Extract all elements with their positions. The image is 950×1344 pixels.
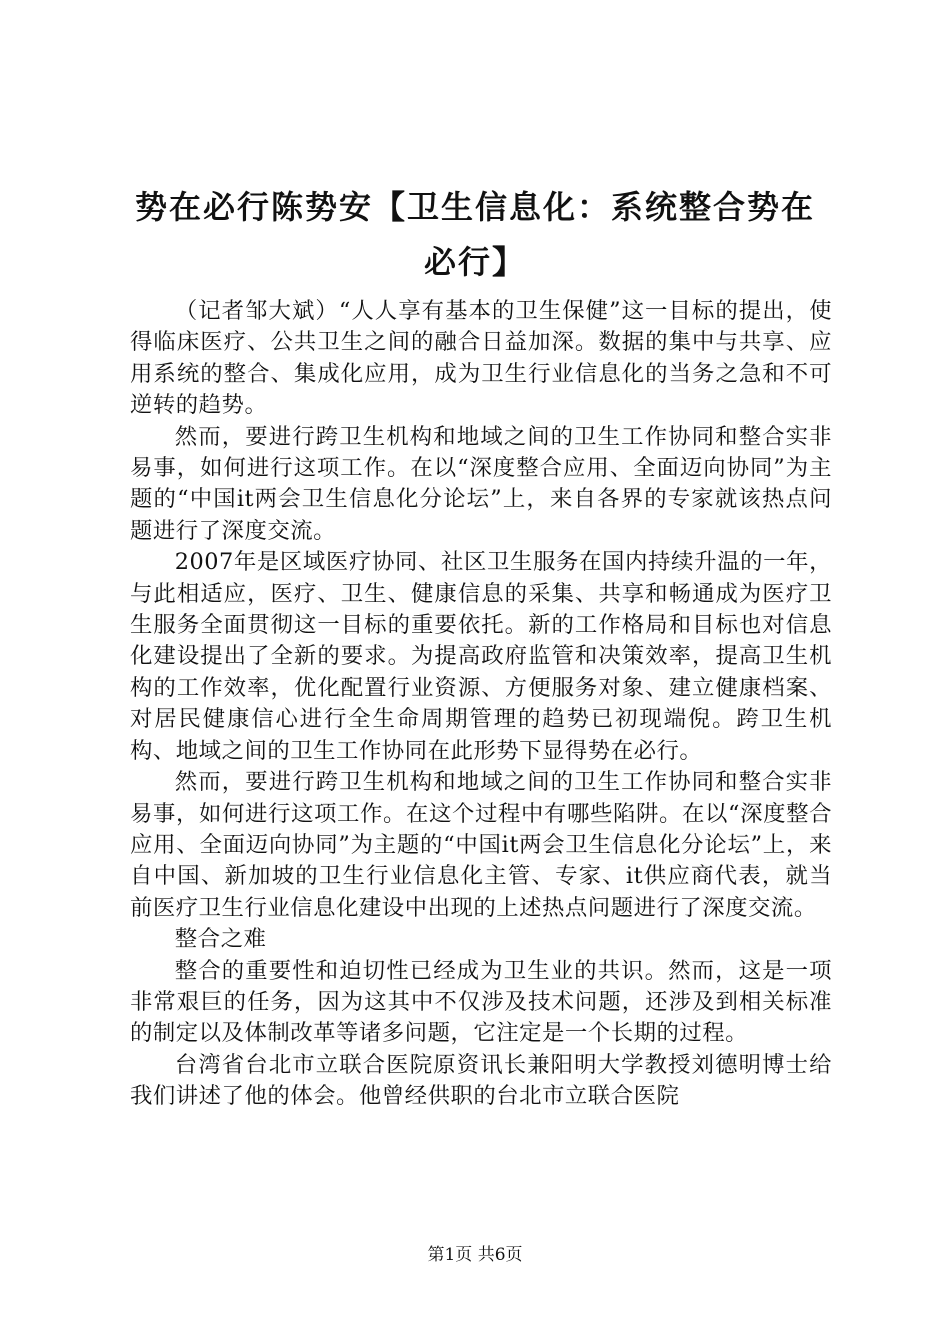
document-body	[130, 296, 832, 1113]
page-number: 第1页 共6页	[427, 1245, 523, 1265]
section-heading: 整合之难	[174, 926, 267, 953]
paragraph: （记者邹大斌）“人人享有基本的卫生保健”这一目标的提出，使得临床医疗、公共卫生之间的融合日益加深。数据的集中与共享、应用系统的整合、集成化应用，成为卫生行业信息化的当务之急和不可逆转的趋势。	[130, 298, 832, 419]
paragraph: 然而，要进行跨卫生机构和地域之间的卫生工作协同和整合实非易事，如何进行这项工作。在以“深度整合应用、全面迈向协同”为主题的“中国it两会卫生信息化分论坛”上，来自各界的专家就该热点问题进行了深度交流。	[130, 423, 832, 544]
document-title	[120, 180, 830, 290]
paragraph: 整合的重要性和迫切性已经成为卫生业的共识。然而，这是一项非常艰巨的任务，因为这其中不仅涉及技术问题，还涉及到相关标准的制定以及体制改革等诸多问题，它注定是一个长期的过程。	[130, 957, 832, 1047]
title-line-1: 势在必行陈势安【卫生信息化：系统整合势在	[134, 188, 815, 226]
paragraph: 2007年是区域医疗协同、社区卫生服务在国内持续升温的一年，与此相适应，医疗、卫生、健康信息的采集、共享和畅通成为医疗卫生服务全面贯彻这一目标的重要依托。新的工作格局和目标也对信息化建设提出了全新的要求。为提高政府监管和决策效率，提高卫生机构的工作效率，优化配置行业资源、方便服务对象、建立健康档案、对居民健康信心进行全生命周期管理的趋势已初现端倪。跨卫生机构、地域之间的卫生工作协同在此形势下显得势在必行。	[130, 549, 832, 764]
title-line-2: 必行】	[423, 243, 526, 281]
paragraph: 然而，要进行跨卫生机构和地域之间的卫生工作协同和整合实非易事，如何进行这项工作。在这个过程中有哪些陷阱。在以“深度整合应用、全面迈向协同”为主题的“中国it两会卫生信息化分论坛”上，来自中国、新加坡的卫生行业信息化主管、专家、it供应商代表，就当前医疗卫生行业信息化建设中出现的上述热点问题进行了深度交流。	[130, 769, 832, 921]
paragraph: 台湾省台北市立联合医院原资讯长兼阳明大学教授刘德明博士给我们讲述了他的体会。他曾经供职的台北市立联合医院	[130, 1051, 832, 1110]
